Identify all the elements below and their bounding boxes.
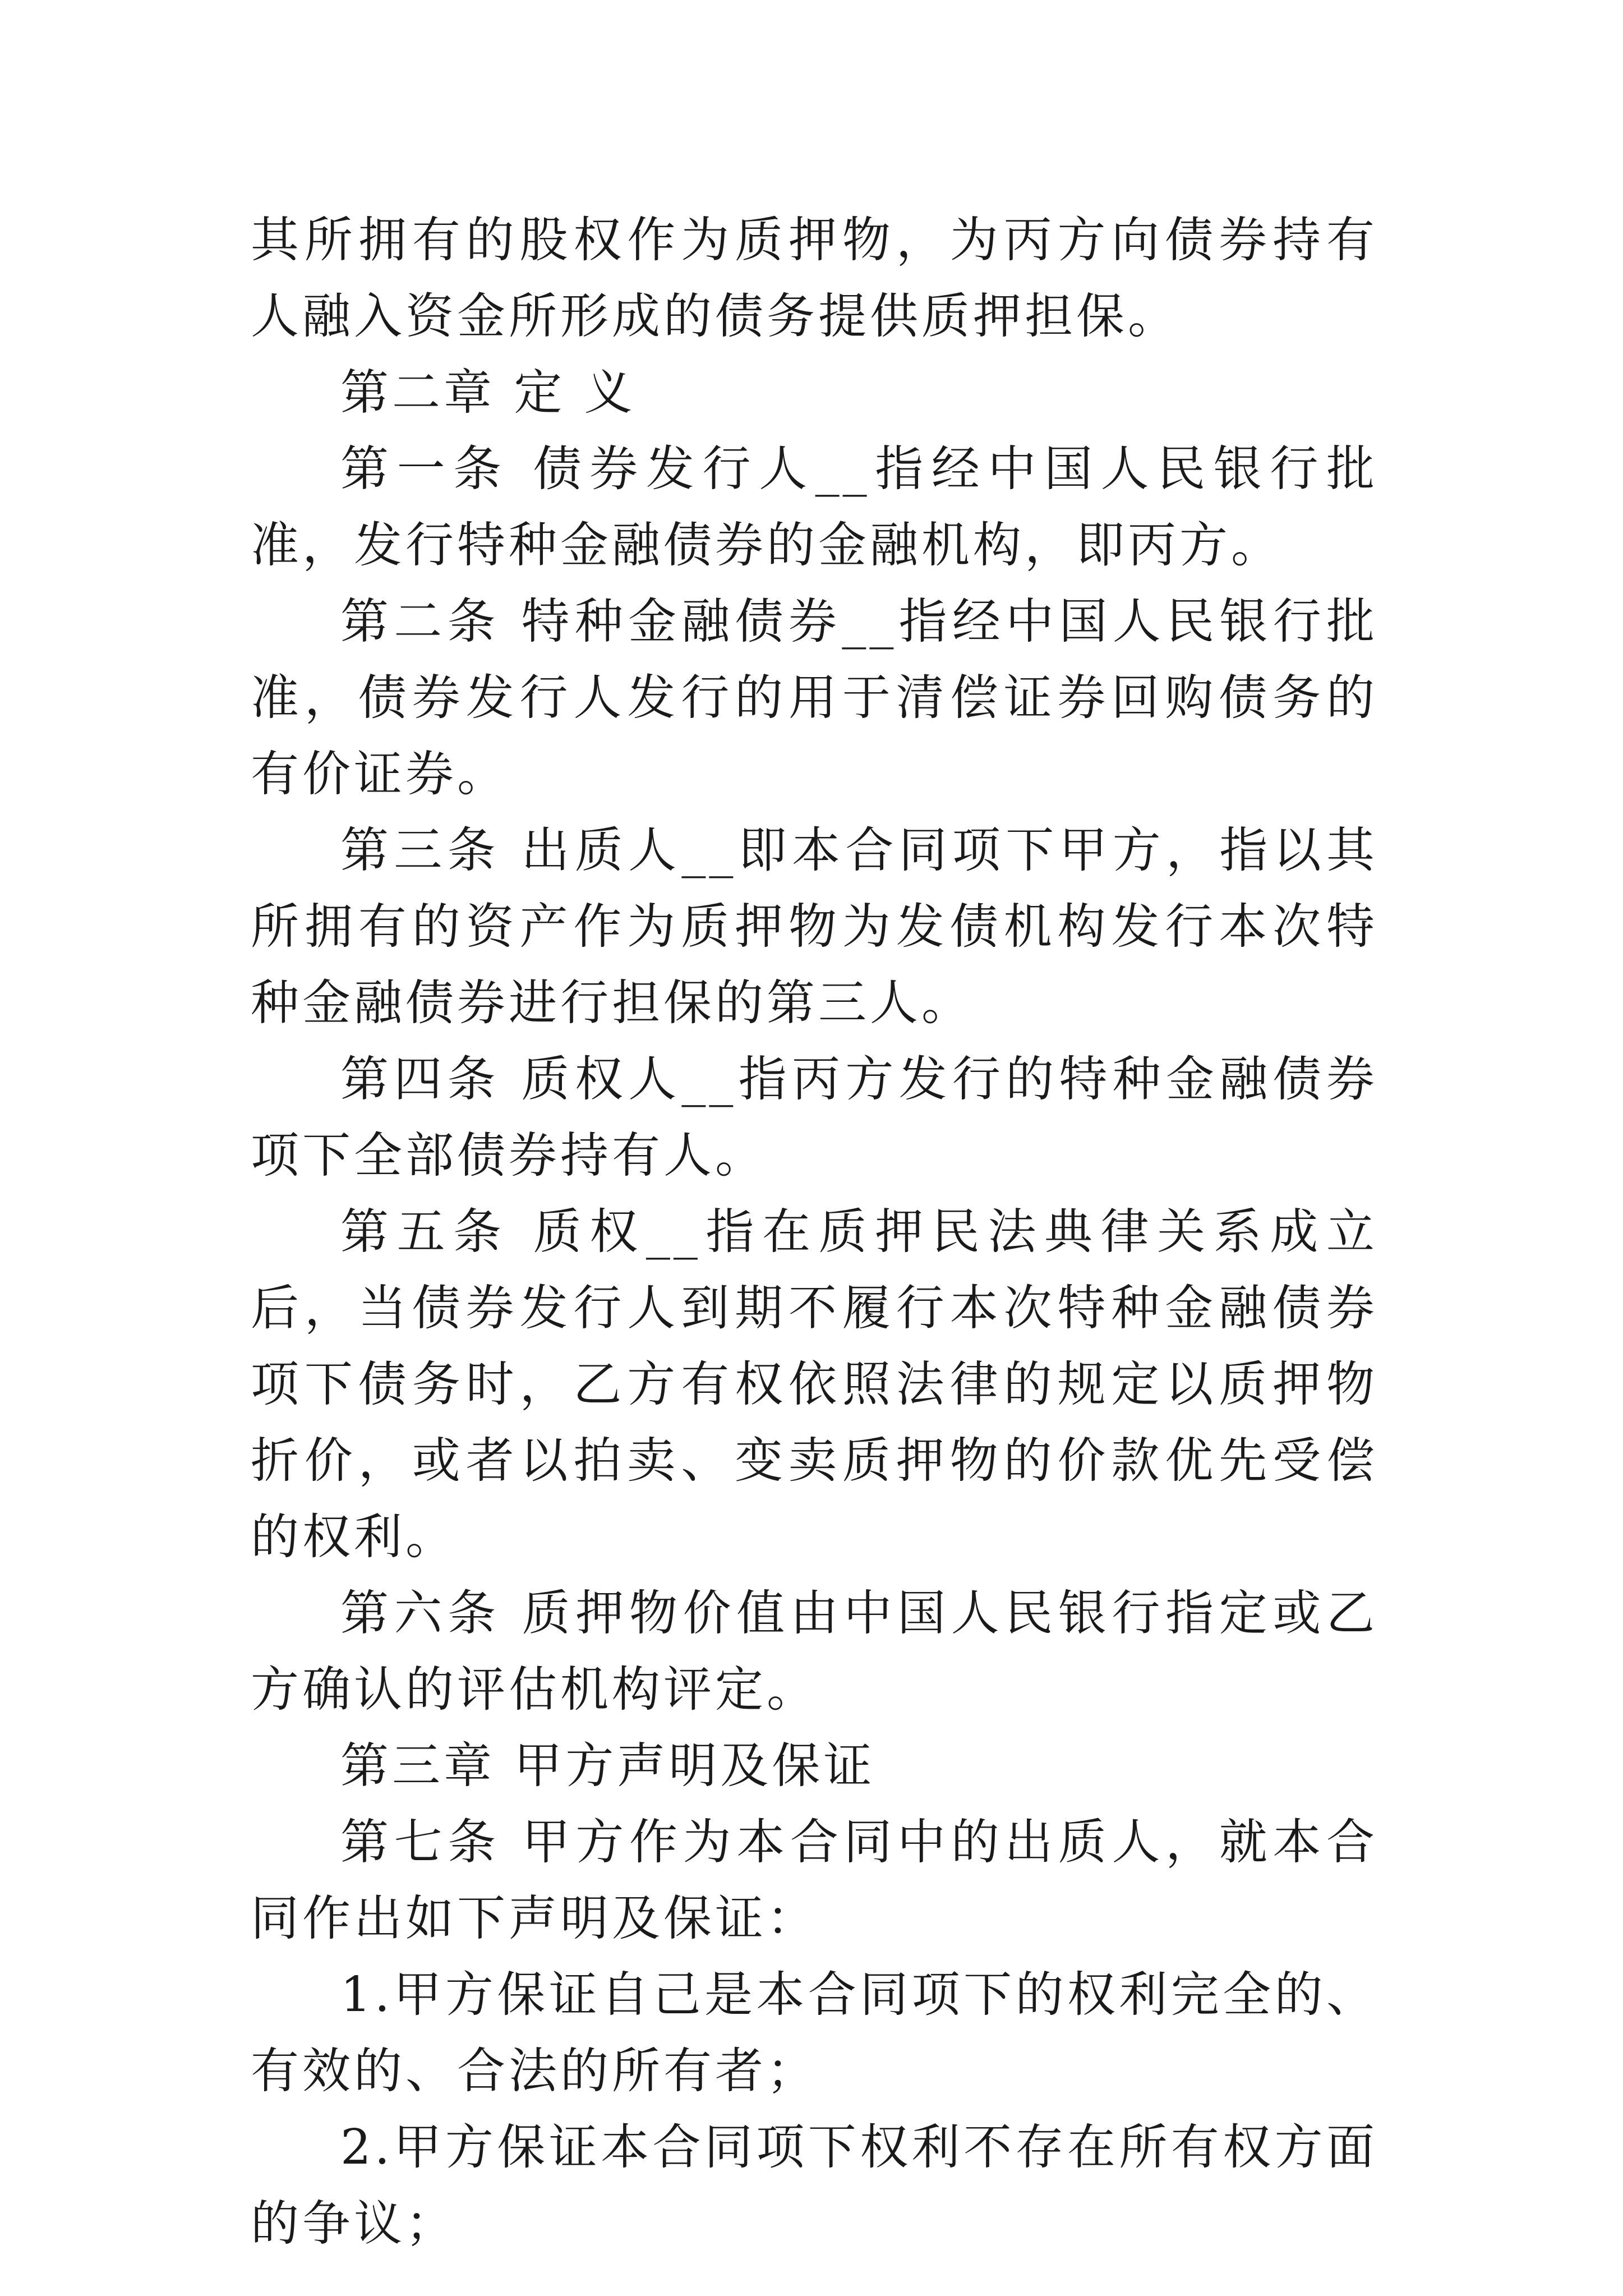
article-paragraph: 第一条 债券发行人__指经中国人民银行批准，发行特种金融债券的金融机构，即丙方。 xyxy=(251,441,1378,573)
article-paragraph: 第四条 质权人__指丙方发行的特种金融债券项下全部债券持有人。 xyxy=(251,1051,1378,1184)
article-paragraph: 第七条 甲方作为本合同中的出质人，就本合同作出如下声明及保证： xyxy=(251,1814,1378,1947)
article-paragraph: 第五条 质权__指在质押民法典律关系成立后，当债券发行人到期不履行本次特种金融债券项下债务时，乙方有权依照法律的规定以质押物折价，或者以拍卖、变卖质押物的价款优先受偿的权利。 xyxy=(251,1204,1378,1565)
chapter-heading: 第三章 甲方声明及保证 xyxy=(340,1738,875,1794)
article-paragraph: 第六条 质押物价值由中国人民银行指定或乙方确认的评估机构评定。 xyxy=(251,1585,1378,1718)
article-paragraph: 第三条 出质人__即本合同项下甲方，指以其所拥有的资产作为质押物为发债机构发行本次特种金融债券进行担保的第三人。 xyxy=(251,822,1378,1031)
chapter-heading: 第二章 定 义 xyxy=(340,365,636,421)
list-item: 1.甲方保证自己是本合同项下的权利完全的、有效的、合法的所有者； xyxy=(251,1967,1378,2099)
document-body xyxy=(251,202,1378,2262)
article-paragraph: 第二条 特种金融债券__指经中国人民银行批准，债券发行人发行的用于清偿证券回购债务的有价证券。 xyxy=(251,593,1378,802)
list-item: 2.甲方保证本合同项下权利不存在所有权方面的争议； xyxy=(251,2119,1378,2252)
body-paragraph: 其所拥有的股权作为质押物，为丙方向债券持有人融入资金所形成的债务提供质押担保。 xyxy=(251,212,1378,344)
